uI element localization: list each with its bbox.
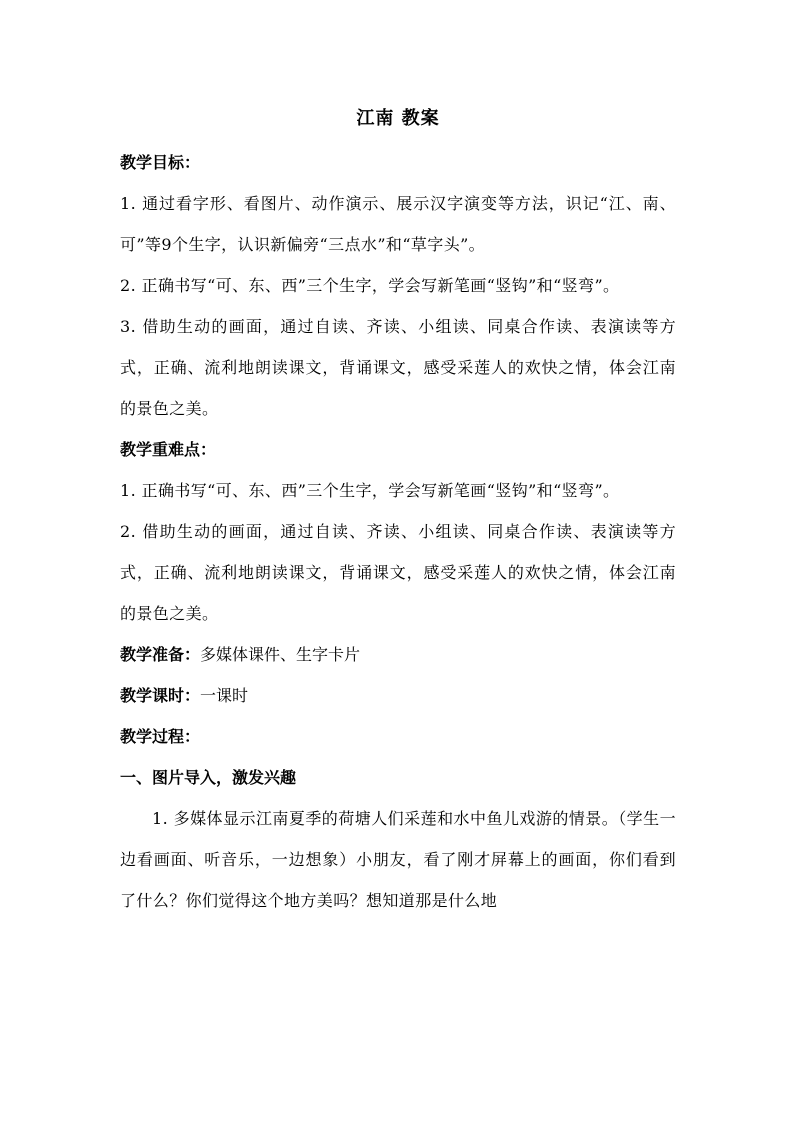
process-heading: 教学过程： [120,727,201,746]
objective-item-2: 2. 正确书写“可、东、西”三个生字，学会写新笔画“竖钩”和“竖弯”。 [120,276,620,295]
hours-row [120,675,676,716]
hours-label: 教学课时： [120,686,201,705]
hours-value: 一课时 [200,686,249,705]
preparation-row [120,634,676,675]
step1-text: 1. 多媒体显示江南夏季的荷塘人们采莲和水中鱼儿戏游的情景。（学生一边看画面、听音乐，一边想象）小朋友，看了刚才屏幕上的画面，你们看到了什么？你们觉得这个地方美吗？想知道那是什么地 [120,809,676,910]
objective-item-1: 1. 通过看字形、看图片、动作演示、展示汉字演变等方法，识记“江、南、可”等9个生字，认识新偏旁“三点水”和“草字头”。 [120,194,676,254]
step1-heading: 一、图片导入，激发兴趣 [120,768,297,787]
key-point-item-2: 2. 借助生动的画面，通过自读、齐读、小组读、同桌合作读、表演读等方式，正确、流利地朗读课文，背诵课文，感受采莲人的欢快之情，体会江南的景色之美。 [120,522,676,623]
document-title: 江南 教案 [356,108,440,129]
preparation-label: 教学准备： [120,645,201,664]
document-content [120,106,676,921]
objective-item-3: 3. 借助生动的画面，通过自读、齐读、小组读、同桌合作读、表演读等方式，正确、流利地朗读课文，背诵课文，感受采莲人的欢快之情，体会江南的景色之美。 [120,317,676,418]
key-points-heading: 教学重难点： [120,440,217,459]
objectives-heading: 教学目标： [120,153,201,172]
key-point-item-1: 1. 正确书写“可、东、西”三个生字，学会写新笔画“竖钩”和“竖弯”。 [120,481,620,500]
preparation-value: 多媒体课件、生字卡片 [200,645,361,664]
